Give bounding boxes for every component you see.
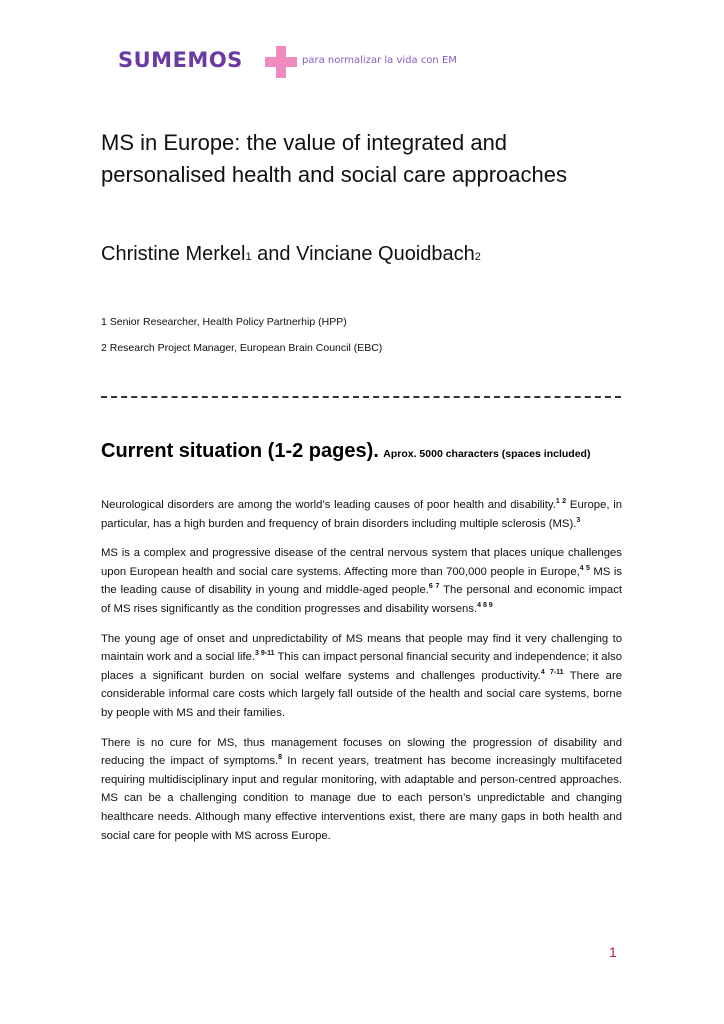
author-1-name: Christine Merkel — [101, 243, 246, 265]
author-2-mark: 2 — [474, 251, 481, 263]
document-title: MS in Europe: the value of integrated and personalised health and social care approaches — [101, 130, 567, 187]
text-run: There are considerable informal care costs which largely fall outside of the health and social care systems, borne by people with MS and their families. — [101, 669, 622, 719]
body-text — [101, 496, 622, 856]
paragraph-3 — [101, 630, 622, 723]
affiliation-1: 1 Senior Researcher, Health Policy Partnerhip (HPP) — [101, 316, 347, 328]
text-run: MS is a complex and progressive disease of the central nervous system that places unique challenges upon European health and social care systems. Affecting more than 700,000 people in Europe, — [101, 547, 622, 578]
text-run: The young age of onset and unpredictability of MS means that people may find it very challenging to maintain work and a social life. — [101, 632, 622, 664]
text-run: Europe, in particular, has a high burden and frequency of brain disorders including multiple sclerosis (MS). — [101, 499, 622, 530]
reference-mark: 4 5 — [579, 565, 590, 573]
affiliation-2: 2 Research Project Manager, European Brain Council (EBC) — [101, 342, 383, 354]
reference-mark: 6 7 — [428, 583, 440, 591]
reference-mark: 1 2 — [555, 498, 567, 506]
section-note: Aprox. 5000 characters (spaces included) — [383, 448, 591, 460]
section-heading — [101, 437, 631, 468]
reference-mark: 8 — [278, 754, 283, 762]
reference-mark: 3 9-11 — [255, 650, 275, 658]
author-connector: and — [251, 243, 297, 265]
sumemos-logo — [118, 44, 538, 80]
reference-mark: 4 7-11 — [540, 668, 564, 676]
text-run: The personal and economic impact of MS rises significantly as the condition progresses and disability worsens. — [101, 584, 623, 615]
logo-tagline: para normalizar la vida con EM — [302, 55, 457, 66]
text-run: In recent years, treatment has become increasingly multifaceted requiring multidisciplinary input and regular monitoring, with adaptable and person-centred approaches. MS can be a challenging condition to manage due to each person’s unpredictable and changing healthcare needs. Although many effective interventions exist, there are many gaps in both health and social care for people with MS across Europe. — [101, 755, 622, 842]
text-run: There is no cure for MS, thus management focuses on slowing the progression of disability and reducing the impact of symptoms. — [101, 736, 622, 768]
text-run: MS is the leading cause of disability in young and middle-aged people. — [101, 565, 622, 597]
text-run: Neurological disorders are among the world’s leading causes of poor health and disability. — [101, 499, 556, 511]
paragraph-4 — [101, 734, 622, 846]
page-number: 1 — [609, 944, 617, 960]
paragraph-1 — [101, 496, 622, 533]
author-line — [101, 243, 481, 266]
author-1-mark: 1 — [245, 251, 252, 263]
logo-wordmark: SUMEMOS — [118, 48, 243, 72]
section-title: Current situation (1-2 pages). — [101, 440, 379, 462]
reference-mark: 4 8 9 — [477, 602, 493, 610]
text-run: This can impact personal financial security and independence; it also places a significant burden on social welfare systems and challenges productivity. — [101, 651, 623, 682]
reference-mark: 3 — [576, 516, 581, 524]
author-2-name: Vinciane Quoidbach — [296, 243, 475, 265]
paragraph-2 — [101, 544, 622, 618]
separator-line — [101, 396, 621, 408]
plus-icon — [265, 46, 297, 78]
